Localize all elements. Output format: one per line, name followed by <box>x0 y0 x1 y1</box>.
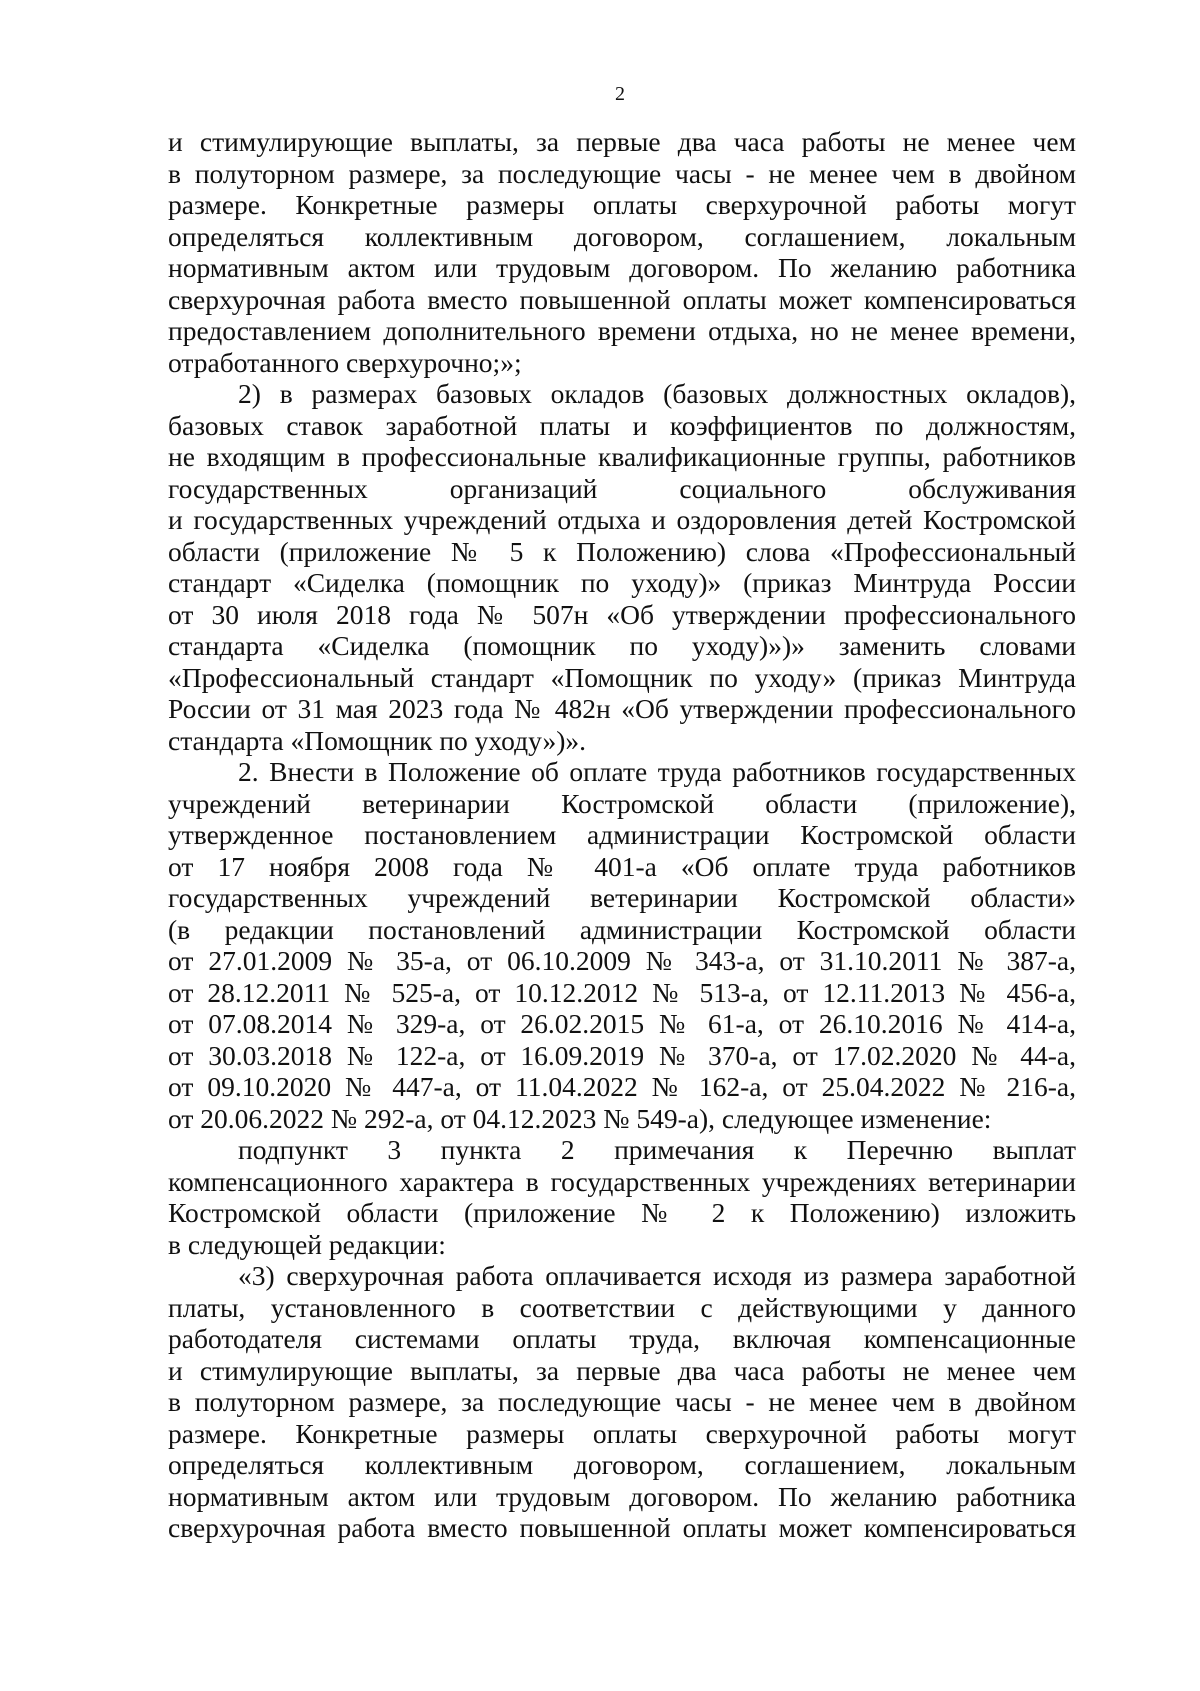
text-line: подпункт 3 пункта 2 примечания к Перечню выплат <box>238 1134 1076 1165</box>
text-line: работодателя системами оплаты труда, включая компенсационные <box>168 1323 1076 1354</box>
text-line: Костромской области (приложение № 2 к Положению) изложить <box>168 1197 1076 1228</box>
text-line: (в редакции постановлений администрации Костромской области <box>168 913 1076 945</box>
paragraph <box>168 756 1076 1134</box>
text-line: нормативным актом или трудовым договором. По желанию работника <box>168 252 1076 283</box>
text-line: стандарт «Сиделка (помощник по уходу)» (приказ Минтруда России <box>168 567 1076 598</box>
text-line: утвержденное постановлением администрации Костромской области <box>168 819 1076 850</box>
text-line: не входящим в профессиональные квалификационные группы, работников <box>168 441 1076 472</box>
text-line: учреждений ветеринарии Костромской области (приложение), <box>168 787 1076 819</box>
text-line: базовых ставок заработной платы и коэффициентов по должностям, <box>168 409 1076 441</box>
text-line: государственных учреждений ветеринарии Костромской области» <box>168 882 1076 913</box>
page-number: 2 <box>615 83 625 105</box>
text-line: и стимулирующие выплаты, за первые два часа работы не менее чем <box>168 126 1076 157</box>
paragraph <box>168 1134 1076 1260</box>
text-line: «Профессиональный стандарт «Помощник по уходу» (приказ Минтруда <box>168 661 1076 693</box>
text-line: от 28.12.2011 № 525-а, от 10.12.2012 № 513-а, от 12.11.2013 № 456-а, <box>168 976 1076 1008</box>
text-line: 2) в размерах базовых окладов (базовых должностных окладов), <box>238 378 1076 409</box>
text-line: от 20.06.2022 № 292-а, от 04.12.2023 № 549-а), следующее изменение: <box>168 1102 992 1134</box>
text-line: сверхурочная работа вместо повышенной оплаты может компенсироваться <box>168 283 1076 315</box>
text-line: от 09.10.2020 № 447-а, от 11.04.2022 № 162-а, от 25.04.2022 № 216-а, <box>168 1071 1076 1102</box>
text-line: России от 31 мая 2023 года № 482н «Об утверждении профессионального <box>168 693 1076 724</box>
document-body <box>168 126 1076 1544</box>
paragraph <box>168 1260 1076 1544</box>
text-line: от 30 июля 2018 года № 507н «Об утверждении профессионального <box>168 598 1076 630</box>
text-line: «3) сверхурочная работа оплачивается исходя из размера заработной <box>238 1260 1076 1291</box>
text-line: в полуторном размере, за последующие часы - не менее чем в двойном <box>168 1386 1076 1417</box>
text-line: размере. Конкретные размеры оплаты сверхурочной работы могут <box>168 189 1076 220</box>
text-line: в полуторном размере, за последующие часы - не менее чем в двойном <box>168 157 1076 189</box>
text-line: размере. Конкретные размеры оплаты сверхурочной работы могут <box>168 1417 1076 1449</box>
text-line: стандарта «Помощник по уходу»)». <box>168 724 587 756</box>
text-line: 2. Внести в Положение об оплате труда работников государственных <box>238 756 1076 787</box>
text-line: от 30.03.2018 № 122-а, от 16.09.2019 № 370-а, от 17.02.2020 № 44-а, <box>168 1039 1076 1071</box>
text-line: компенсационного характера в государственных учреждениях ветеринарии <box>168 1165 1076 1197</box>
text-line: определяться коллективным договором, соглашением, локальным <box>168 1449 1076 1480</box>
text-line: и государственных учреждений отдыха и оздоровления детей Костромской <box>168 504 1076 535</box>
text-line: отработанного сверхурочно;»; <box>168 346 522 378</box>
text-line: платы, установленного в соответствии с действующими у данного <box>168 1291 1076 1323</box>
text-line: от 07.08.2014 № 329-а, от 26.02.2015 № 61-а, от 26.10.2016 № 414-а, <box>168 1008 1076 1039</box>
text-line: определяться коллективным договором, соглашением, локальным <box>168 220 1076 252</box>
paragraph <box>168 378 1076 756</box>
paragraph <box>168 126 1076 378</box>
text-line: и стимулирующие выплаты, за первые два часа работы не менее чем <box>168 1354 1076 1386</box>
text-line: стандарта «Сиделка (помощник по уходу)»)» заменить словами <box>168 630 1076 661</box>
text-line: от 27.01.2009 № 35-а, от 06.10.2009 № 343-а, от 31.10.2011 № 387-а, <box>168 945 1076 976</box>
text-line: сверхурочная работа вместо повышенной оплаты может компенсироваться <box>168 1512 1076 1543</box>
text-line: области (приложение № 5 к Положению) слова «Профессиональный <box>168 535 1076 567</box>
text-line: в следующей редакции: <box>168 1228 446 1260</box>
text-line: нормативным актом или трудовым договором. По желанию работника <box>168 1480 1076 1512</box>
text-line: от 17 ноября 2008 года № 401-а «Об оплате труда работников <box>168 850 1076 882</box>
text-line: государственных организаций социального обслуживания <box>168 472 1076 504</box>
text-line: предоставлением дополнительного времени отдыха, но не менее времени, <box>168 315 1076 346</box>
